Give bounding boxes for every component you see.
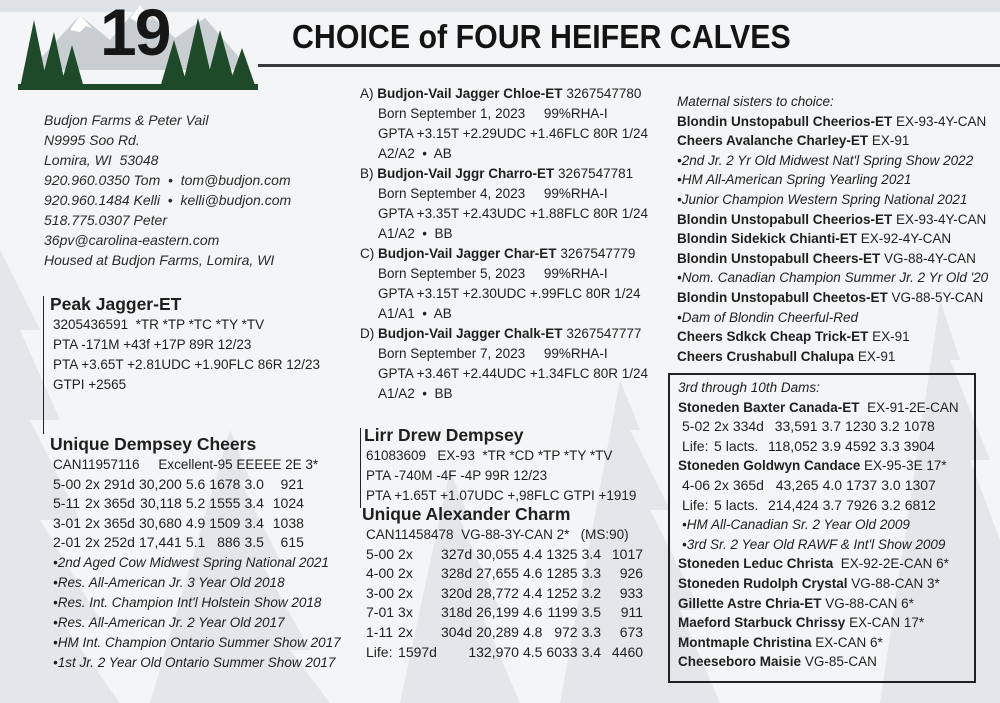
table-row: 5-02 2x 334d 33,591 3.7 1230 3.2 1078 [682,418,935,435]
calf-entry [360,244,648,324]
second-dam-block [362,503,647,662]
second-dam-name: Unique Alexander Charm [362,504,571,524]
calf-letter: A) [360,86,374,101]
sister-class: EX-92-4Y-CAN [860,231,952,247]
sister-name: Blondin Unstopabull Cheetos-ET [677,289,888,305]
sister-note: •2nd Jr. 2 Yr Old Midwest Nat'l Spring Show 2022 [677,152,974,168]
calf-entry [360,324,648,404]
dam-class: VG-88-CAN 6* [825,595,914,611]
consignor-line: 920.960.0350 Tom • tom@budjon.com [44,172,291,188]
calf-name: Budjon-Vail Jagger Chalk-ET [378,326,563,341]
table-row: 4-00 2x 328d 27,655 4.6 1285 3.3 926 [366,565,644,582]
dam-name: Unique Dempsey Cheers [50,434,257,454]
sister-note: •Junior Champion Western Spring National 2021 [677,191,968,207]
sister-class: VG-88-5Y-CAN [891,289,984,305]
dam-name: Montmaple Christina [678,634,812,650]
dam-honor: •2nd Aged Cow Midwest Spring National 2021 [53,554,329,570]
sister-class: EX-91 [857,348,896,364]
table-row: 2-01 2x 252d 17,441 5.1 886 3.5 615 [53,534,304,551]
dam-honor: •Res. All-American Jr. 2 Year Old 2017 [53,614,285,630]
calf-haplo: A1/A2 • BB [378,226,453,241]
calf-letter: D) [360,326,375,341]
dam-honor: •HM Int. Champion Ontario Summer Show 2017 [53,634,341,650]
calf-reg: 3267547779 [560,246,636,261]
dam-block [50,433,341,673]
dam-class: EX-CAN 17* [849,615,925,631]
consignor-line: Budjon Farms & Peter Vail [44,112,209,128]
dam-4th-records [682,476,940,515]
calves-block [360,84,648,404]
dam-class: EX-91-2E-CAN [867,399,959,415]
dam-name-3rd: Stoneden Baxter Canada-ET [678,399,860,415]
sire-name: Peak Jagger-ET [50,294,182,314]
dam-class: EX-92-2E-CAN 6* [840,556,949,572]
sister-name: Blondin Unstopabull Cheerios-ET [677,211,893,227]
dam-honor: •Res. All-American Jr. 3 Year Old 2018 [53,574,285,590]
second-dam-registration: CAN11458478 VG-88-3Y-CAN 2* (MS:90) [366,527,629,542]
sister-name: Cheers Sdkck Cheap Trick-ET [677,329,869,345]
dams-heading: 3rd through 10th Dams: [678,380,820,395]
table-row: 5-11 2x 365d 30,118 5.2 1555 3.4 1024 [53,495,304,512]
table-row: 4-06 2x 365d 43,265 4.0 1737 3.0 1307 [682,476,936,493]
calf-reg: 3267547781 [558,166,634,181]
calf-gpta: GPTA +3.46T +2.44UDC +1.34FLC 80R 1/24 [378,366,649,381]
sister-name: Blondin Unstopabull Cheers-ET [677,250,881,266]
sister-name: Cheers Avalanche Charley-ET [677,133,869,149]
calf-entry [360,84,648,164]
dam-name: Cheeseboro Maisie [678,654,802,670]
dam-registration: CAN11957116 Excellent-95 EEEEE 2E 3* [53,457,319,472]
consignor-line: 920.960.1484 Kelli • kelli@budjon.com [44,192,292,208]
dam-note: •3rd Sr. 2 Year Old RAWF & Int'l Show 2009 [682,536,946,552]
consignor-block [44,110,291,270]
sister-class: EX-91 [872,329,910,345]
consignor-line: Lomira, WI 53048 [44,152,159,168]
calf-letter: B) [360,166,374,181]
dam-class: VG-85-CAN [804,654,877,670]
calf-name: Budjon-Vail Jagger Char-ET [378,246,557,261]
dam-name: Gillette Astre Chria-ET [678,595,822,611]
table-row-life: Life: 5 lacts. 214,424 3.7 7926 3.2 6812 [682,496,936,513]
dam-honor: •Res. Int. Champion Int'l Holstein Show 2018 [53,594,322,610]
sire-line: PTA -171M +43f +17P 89R 12/23 [53,337,252,352]
consignor-line: Housed at Budjon Farms, Lomira, WI [44,252,275,268]
dam-class: VG-88-CAN 3* [851,575,940,591]
lot-number: 19 [100,0,170,69]
second-sire-line: PTA +1.65T +1.07UDC +,98FLC GTPI +1919 [366,488,637,503]
calf-gpta: GPTA +3.35T +2.43UDC +1.88FLC 80R 1/24 [378,206,649,221]
second-sire-block [364,424,636,506]
dam-class: EX-95-3E 17* [864,458,947,474]
sister-name: Cheers Crushabull Chalupa [677,348,855,364]
sire-line: PTA +3.65T +2.81UDC +1.90FLC 86R 12/23 [53,357,321,372]
dam-name: Stoneden Leduc Christa [678,556,834,572]
dam-honor: •1st Jr. 2 Year Old Ontario Summer Show 2017 [53,654,336,670]
dam-records-table [53,475,308,553]
calf-reg: 3267547777 [566,326,642,341]
sister-class: EX-93-4Y-CAN [896,113,987,129]
calf-born: Born September 7, 2023 99%RHA-I [378,346,608,361]
dam-3rd-records [682,417,939,456]
dam-class: EX-CAN 6* [815,634,883,650]
page-title: CHOICE of FOUR HEIFER CALVES [292,18,791,55]
dam-note: •HM All-Canadian Sr. 2 Year Old 2009 [682,517,910,533]
sister-class: VG-88-4Y-CAN [884,250,976,266]
dam-name: Stoneden Rudolph Crystal [678,575,848,591]
calf-haplo: A1/A1 • AB [378,306,452,321]
table-row: 3-01 2x 365d 30,680 4.9 1509 3.4 1038 [53,514,304,531]
sister-name: Blondin Unstopabull Cheerios-ET [677,113,893,129]
sire-line: 3205436591 *TR *TP *TC *TY *TV [53,317,265,332]
second-sire-line: PTA -740M -4F -4P 99R 12/23 [366,468,548,483]
consignor-line: 518.775.0307 Peter [44,212,167,228]
second-sire-name: Lirr Drew Dempsey [364,425,524,445]
second-dam-records-table [366,545,647,663]
table-row-life: Life: 1597d 132,970 4.5 6033 3.4 4460 [366,643,644,660]
table-row: 5-00 2x 291d 30,200 5.6 1678 3.0 921 [53,475,304,492]
consignor-line: 36pv@carolina-eastern.com [44,232,220,248]
calf-gpta: GPTA +3.15T +2.30UDC +.99FLC 80R 1/24 [378,286,641,301]
table-row: 5-00 2x 327d 30,055 4.4 1325 3.4 1017 [366,545,644,562]
table-row: 1-11 2x 304d 20,289 4.8 972 3.3 673 [366,623,644,640]
calf-born: Born September 1, 2023 99%RHA-I [378,106,608,121]
table-row: 7-01 3x 318d 26,199 4.6 1199 3.5 911 [366,604,644,621]
table-row: 3-00 2x 320d 28,772 4.4 1252 3.2 933 [366,584,644,601]
sister-name: Blondin Sidekick Chianti-ET [677,231,858,247]
calf-born: Born September 4, 2023 99%RHA-I [378,186,608,201]
calf-haplo: A1/A2 • BB [378,386,453,401]
calf-reg: 3267547780 [566,86,642,101]
title-divider [258,64,1000,67]
sister-class: EX-93-4Y-CAN [896,211,987,227]
sire-line: GTPI +2565 [53,377,127,392]
calf-entry [360,164,648,244]
dam-name-4th: Stoneden Goldwyn Candace [678,458,861,474]
calf-name: Budjon-Vail Jagger Chloe-ET [377,86,563,101]
second-sire-line: 61083609 EX-93 *TR *CD *TP *TY *TV [366,448,613,463]
calf-gpta: GPTA +3.15T +2.29UDC +1.46FLC 80R 1/24 [378,126,649,141]
consignor-line: N9995 Soo Rd. [44,132,140,148]
sire-block [50,293,320,395]
sister-note: •Dam of Blondin Cheerful-Red [677,309,859,325]
sister-note: •HM All-American Spring Yearling 2021 [677,172,912,188]
calf-haplo: A2/A2 • AB [378,146,452,161]
table-row-life: Life: 5 lacts. 118,052 3.9 4592 3.3 3904 [682,437,935,454]
calf-born: Born September 5, 2023 99%RHA-I [378,266,608,281]
sister-class: EX-91 [871,133,910,149]
calf-letter: C) [360,246,375,261]
calf-name: Budjon-Vail Jggr Charro-ET [377,166,555,181]
maternal-sisters-block [677,92,988,366]
dam-name: Maeford Starbuck Chrissy [678,615,846,631]
sister-note: •Nom. Canadian Champion Summer Jr. 2 Yr Old '20 [677,270,989,286]
maternal-heading: Maternal sisters to choice: [677,94,834,109]
dams-block [678,378,959,672]
